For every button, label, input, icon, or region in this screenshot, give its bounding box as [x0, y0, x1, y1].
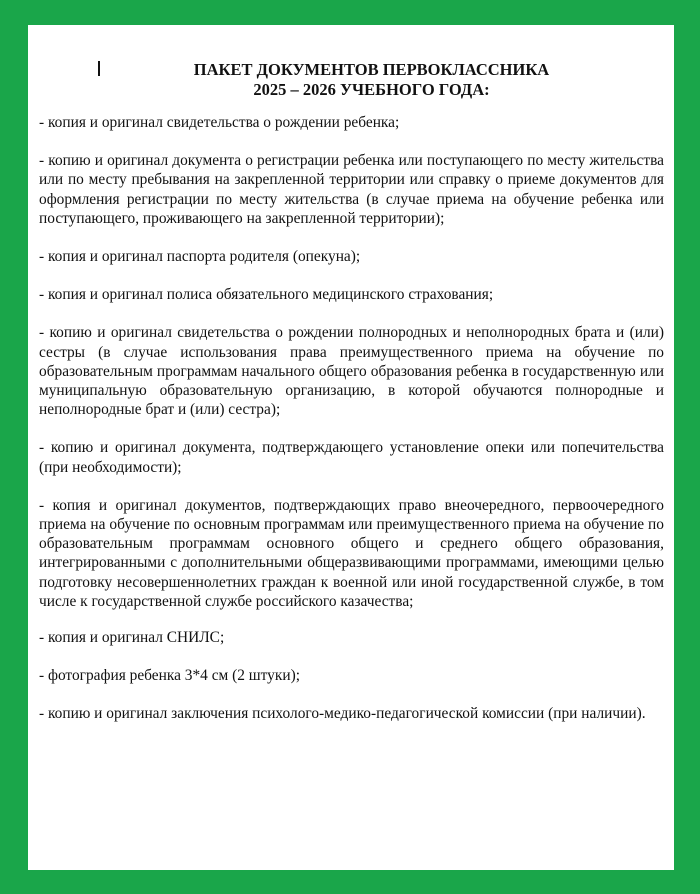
document-item-pmpk-conclusion: - копию и оригинал заключения психолого-медико-педагогической комиссии (при наличии). — [39, 705, 646, 723]
document-sheet — [28, 25, 674, 870]
document-item-snils: - копия и оригинал СНИЛС; — [39, 629, 225, 647]
title-line-1: ПАКЕТ ДОКУМЕНТОВ ПЕРВОКЛАССНИКА — [193, 60, 550, 79]
document-item-guardianship: - копию и оригинал документа, подтверждающего установление опеки или попечительства (при необходимости); — [39, 439, 664, 476]
document-item-parent-passport: - копия и оригинал паспорта родителя (опекуна); — [39, 248, 361, 266]
document-item-priority-admission: - копия и оригинал документов, подтверждающих право внеочередного, первоочередного приема на обучение по основным программам или преимущественного приема на обучение по образовательным программам основного общего и среднего общего образования, интегрированными с дополнительными общеразвивающими программами, имеющими целью подготовку несовершеннолетних граждан к военной или иной государственной службе, в том числе к государственной службе российского казачества; — [39, 496, 664, 610]
document-item-photo: - фотография ребенка 3*4 см (2 штуки); — [39, 667, 300, 685]
document-item-birth-certificate: - копия и оригинал свидетельства о рождении ребенка; — [39, 114, 400, 131]
text-cursor-mark — [98, 61, 100, 76]
document-item-registration: - копию и оригинал документа о регистрации ребенка или поступающего по месту жительства или по месту пребывания на закрепленной территории или справку о приеме документов для оформления регистрации по месту жительства (в случае приема на обучение ребенка или поступающего, проживающего на закрепленной территории); — [39, 152, 664, 227]
document-title — [39, 60, 664, 100]
title-line-2: 2025 – 2026 УЧЕБНОГО ГОДА: — [253, 80, 490, 99]
document-item-sibling-certificate: - копию и оригинал свидетельства о рождении полнородных и неполнородных брата и (или) сестры (в случае использования права преимущественного приема на обучение по образовательным программам начального общего образования ребенка в государственную или муниципальную образовательную организацию, в которой обучаются полнородные и неполнородные брат и (или) сестра); — [39, 324, 664, 419]
document-item-medical-policy: - копия и оригинал полиса обязательного медицинского страхования; — [39, 286, 494, 304]
